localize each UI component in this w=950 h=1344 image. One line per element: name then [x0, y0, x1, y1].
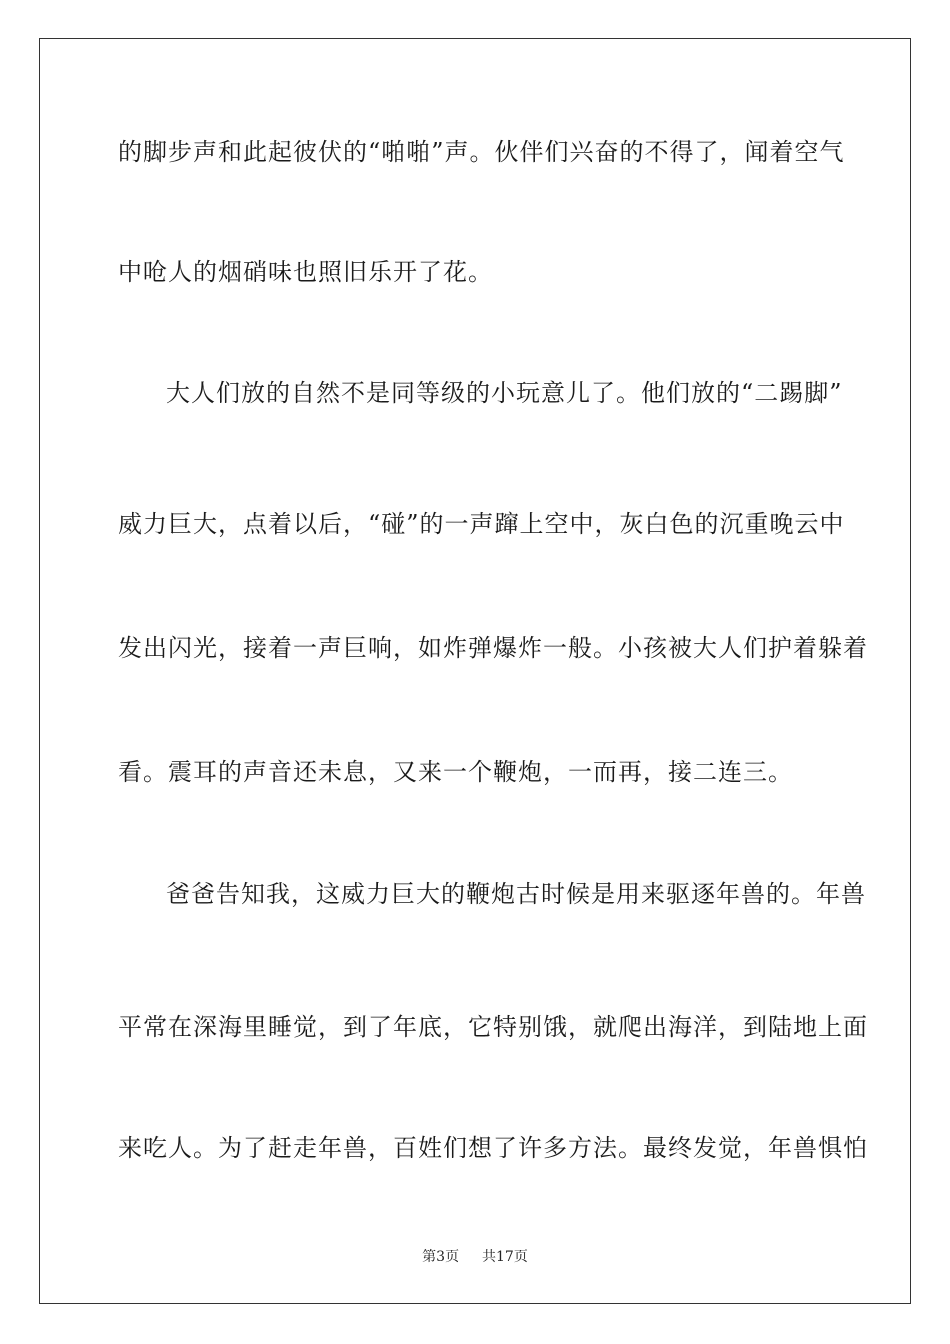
paragraph-line: 发出闪光，接着一声巨响，如炸弹爆炸一般。小孩被大人们护着躲着: [118, 634, 868, 662]
paragraph-line: 爸爸告知我，这威力巨大的鞭炮古时候是用来驱逐年兽的。年兽: [166, 880, 866, 908]
paragraph-line: 的脚步声和此起彼伏的“啪啪”声。伙伴们兴奋的不得了，闻着空气: [118, 138, 845, 166]
page-footer: [0, 1248, 950, 1266]
page-number: 第3页: [422, 1249, 460, 1265]
paragraph-line: 平常在深海里睡觉，到了年底，它特别饿，就爬出海洋，到陆地上面: [118, 1013, 868, 1041]
paragraph-line: 威力巨大，点着以后，“碰”的一声蹿上空中，灰白色的沉重晚云中: [118, 510, 845, 538]
paragraph-line: 看。震耳的声音还未息，又来一个鞭炮，一而再，接二连三。: [118, 758, 793, 786]
page-border: [39, 38, 911, 1304]
paragraph-line: 中呛人的烟硝味也照旧乐开了花。: [118, 258, 493, 286]
page-total: 共17页: [482, 1249, 528, 1265]
paragraph-line: 来吃人。为了赶走年兽，百姓们想了许多方法。最终发觉，年兽惧怕: [118, 1134, 868, 1162]
paragraph-line: 大人们放的自然不是同等级的小玩意儿了。他们放的“二踢脚”: [166, 379, 843, 407]
